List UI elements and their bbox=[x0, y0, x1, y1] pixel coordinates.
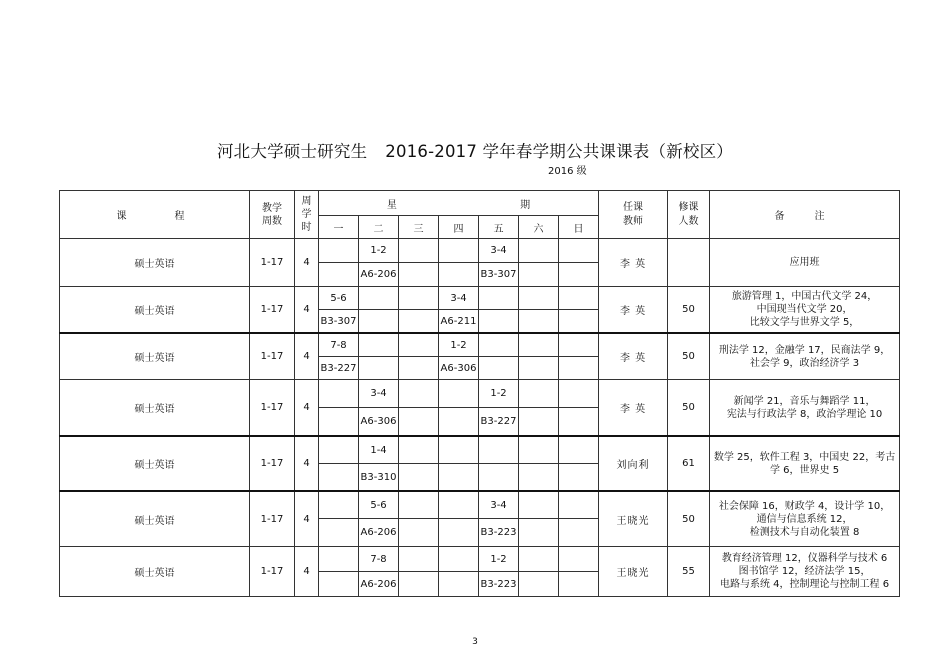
room-cell bbox=[439, 519, 479, 547]
room-cell bbox=[519, 310, 559, 334]
enrollment-count: 50 bbox=[668, 333, 710, 380]
day-wed: 三 bbox=[399, 216, 439, 239]
note-line: 数学 25，软件工程 3，中国史 22，考古 bbox=[713, 451, 896, 463]
room-cell bbox=[319, 572, 359, 597]
enrollment-count: 55 bbox=[668, 547, 710, 597]
period-cell: 3-4 bbox=[479, 491, 519, 519]
note-line: 刑法学 12，金融学 17，民商法学 9， bbox=[718, 344, 891, 356]
period-cell bbox=[359, 333, 399, 357]
room-cell bbox=[439, 408, 479, 437]
note-line: 比较文学与世界文学 5， bbox=[749, 317, 860, 328]
room-cell: B3-307 bbox=[319, 310, 359, 334]
note-line: 电路与系统 4，控制理论与控制工程 6 bbox=[720, 579, 890, 590]
teacher-name: 李 英 bbox=[599, 239, 668, 287]
room-cell: A6-206 bbox=[359, 572, 399, 597]
period-cell bbox=[519, 380, 559, 408]
header-note: 备注 bbox=[710, 191, 900, 239]
header-xingqi-right: 期 bbox=[520, 199, 531, 211]
room-cell bbox=[399, 357, 439, 380]
period-cell bbox=[319, 436, 359, 464]
schedule-row-top bbox=[60, 239, 900, 263]
grade-label: 2016 级 bbox=[548, 166, 587, 177]
period-cell bbox=[399, 547, 439, 572]
course-hours: 4 bbox=[295, 547, 319, 597]
period-cell bbox=[439, 239, 479, 263]
room-cell bbox=[319, 408, 359, 437]
period-cell bbox=[439, 547, 479, 572]
period-cell bbox=[519, 239, 559, 263]
room-cell bbox=[319, 464, 359, 492]
note-cell bbox=[710, 239, 900, 287]
teacher-name: 李 英 bbox=[599, 287, 668, 334]
note-cell bbox=[710, 380, 900, 437]
note-cell bbox=[710, 333, 900, 380]
room-cell bbox=[519, 357, 559, 380]
room-cell bbox=[319, 263, 359, 287]
period-cell: 3-4 bbox=[359, 380, 399, 408]
room-cell: A6-206 bbox=[359, 263, 399, 287]
note-line: 中国现当代文学 20， bbox=[756, 304, 853, 315]
course-weeks: 1-17 bbox=[250, 333, 295, 380]
period-cell bbox=[399, 491, 439, 519]
teacher-name: 刘向利 bbox=[599, 436, 668, 491]
period-cell: 3-4 bbox=[439, 287, 479, 310]
period-cell bbox=[559, 491, 599, 519]
period-cell bbox=[399, 287, 439, 310]
room-cell: A6-206 bbox=[359, 519, 399, 547]
title-right: 学年春学期公共课课表（新校区） bbox=[482, 142, 733, 161]
room-cell bbox=[439, 263, 479, 287]
period-cell bbox=[399, 380, 439, 408]
room-cell bbox=[519, 464, 559, 492]
room-cell bbox=[479, 464, 519, 492]
room-cell bbox=[359, 310, 399, 334]
header-xingqi-left: 星 bbox=[386, 199, 397, 211]
period-cell bbox=[319, 239, 359, 263]
period-cell bbox=[559, 239, 599, 263]
day-tue: 二 bbox=[359, 216, 399, 239]
room-cell bbox=[559, 263, 599, 287]
note-line: 旅游管理 1，中国古代文学 24， bbox=[731, 291, 878, 302]
room-cell bbox=[399, 263, 439, 287]
room-cell: B3-223 bbox=[479, 519, 519, 547]
note-line: 学 6，世界史 5 bbox=[770, 464, 840, 476]
note-line: 社会学 9，政治经济学 3 bbox=[750, 357, 860, 369]
course-name: 硕士英语 bbox=[60, 436, 250, 491]
room-cell bbox=[399, 572, 439, 597]
room-cell: A6-306 bbox=[359, 408, 399, 437]
course-name: 硕士英语 bbox=[60, 287, 250, 334]
schedule-row-top bbox=[60, 287, 900, 310]
course-hours: 4 bbox=[295, 380, 319, 437]
page-title bbox=[0, 138, 950, 162]
period-cell bbox=[319, 547, 359, 572]
enrollment-count: 50 bbox=[668, 287, 710, 334]
note-line: 应用班 bbox=[789, 257, 820, 268]
room-cell bbox=[319, 519, 359, 547]
room-cell bbox=[559, 519, 599, 547]
header-hours bbox=[295, 191, 319, 239]
course-hours: 4 bbox=[295, 333, 319, 380]
note-cell bbox=[710, 547, 900, 597]
room-cell bbox=[519, 572, 559, 597]
note-cell bbox=[710, 491, 900, 547]
header-teacher bbox=[599, 191, 668, 239]
course-weeks: 1-17 bbox=[250, 239, 295, 287]
period-cell: 1-2 bbox=[359, 239, 399, 263]
room-cell bbox=[399, 519, 439, 547]
teacher-name: 李 英 bbox=[599, 380, 668, 437]
course-hours: 4 bbox=[295, 491, 319, 547]
period-cell: 7-8 bbox=[319, 333, 359, 357]
period-cell bbox=[479, 333, 519, 357]
room-cell bbox=[559, 357, 599, 380]
room-cell: B3-310 bbox=[359, 464, 399, 492]
room-cell: A6-211 bbox=[439, 310, 479, 334]
title-year: 2016-2017 bbox=[385, 142, 478, 161]
note-line: 宪法与行政法学 8，政治学理论 10 bbox=[726, 408, 883, 420]
header-count bbox=[668, 191, 710, 239]
schedule-row-top bbox=[60, 491, 900, 519]
course-weeks: 1-17 bbox=[250, 547, 295, 597]
page-number: 3 bbox=[472, 637, 478, 647]
period-cell bbox=[439, 380, 479, 408]
enrollment-count: 61 bbox=[668, 436, 710, 491]
period-cell: 1-2 bbox=[439, 333, 479, 357]
period-cell bbox=[559, 333, 599, 357]
note-line: 检测技术与自动化装置 8 bbox=[749, 526, 860, 538]
period-cell bbox=[319, 380, 359, 408]
room-cell bbox=[439, 572, 479, 597]
period-cell bbox=[559, 547, 599, 572]
period-cell bbox=[399, 436, 439, 464]
day-fri: 五 bbox=[479, 216, 519, 239]
room-cell: B3-227 bbox=[319, 357, 359, 380]
course-name: 硕士英语 bbox=[60, 547, 250, 597]
room-cell: B3-307 bbox=[479, 263, 519, 287]
period-cell bbox=[399, 333, 439, 357]
period-cell bbox=[519, 491, 559, 519]
period-cell: 3-4 bbox=[479, 239, 519, 263]
room-cell bbox=[439, 464, 479, 492]
note-line: 通信与信息系统 12， bbox=[756, 513, 853, 525]
header-weeks bbox=[250, 191, 295, 239]
schedule-table bbox=[59, 190, 900, 597]
period-cell bbox=[319, 491, 359, 519]
period-cell bbox=[439, 491, 479, 519]
room-cell bbox=[519, 408, 559, 437]
room-cell bbox=[519, 519, 559, 547]
schedule-row-top bbox=[60, 380, 900, 408]
period-cell bbox=[519, 333, 559, 357]
period-cell: 7-8 bbox=[359, 547, 399, 572]
room-cell bbox=[559, 464, 599, 492]
note-cell bbox=[710, 287, 900, 334]
course-weeks: 1-17 bbox=[250, 287, 295, 334]
room-cell: B3-227 bbox=[479, 408, 519, 437]
course-name: 硕士英语 bbox=[60, 380, 250, 437]
period-cell bbox=[439, 436, 479, 464]
period-cell bbox=[359, 287, 399, 310]
header-weeks-text: 教学周数 bbox=[262, 202, 282, 227]
note-cell bbox=[710, 436, 900, 491]
period-cell: 1-2 bbox=[479, 547, 519, 572]
teacher-name: 李 英 bbox=[599, 333, 668, 380]
schedule-row-top bbox=[60, 547, 900, 572]
period-cell bbox=[559, 380, 599, 408]
course-hours: 4 bbox=[295, 287, 319, 334]
period-cell bbox=[519, 287, 559, 310]
room-cell bbox=[359, 357, 399, 380]
period-cell: 5-6 bbox=[319, 287, 359, 310]
period-cell bbox=[399, 239, 439, 263]
header-teacher-text: 任课教师 bbox=[623, 201, 644, 227]
day-sat: 六 bbox=[519, 216, 559, 239]
period-cell bbox=[479, 436, 519, 464]
period-cell bbox=[479, 287, 519, 310]
day-sun: 日 bbox=[559, 216, 599, 239]
course-hours: 4 bbox=[295, 436, 319, 491]
day-mon: 一 bbox=[319, 216, 359, 239]
room-cell bbox=[399, 310, 439, 334]
course-name: 硕士英语 bbox=[60, 333, 250, 380]
room-cell bbox=[559, 408, 599, 437]
room-cell: A6-306 bbox=[439, 357, 479, 380]
room-cell bbox=[559, 572, 599, 597]
period-cell bbox=[559, 287, 599, 310]
room-cell bbox=[519, 263, 559, 287]
course-weeks: 1-17 bbox=[250, 436, 295, 491]
period-cell: 1-4 bbox=[359, 436, 399, 464]
schedule-row-top bbox=[60, 333, 900, 357]
day-thu: 四 bbox=[439, 216, 479, 239]
period-cell bbox=[519, 547, 559, 572]
period-cell: 5-6 bbox=[359, 491, 399, 519]
course-weeks: 1-17 bbox=[250, 380, 295, 437]
note-line: 社会保障 16，财政学 4，设计学 10， bbox=[718, 500, 891, 512]
note-line: 教育经济管理 12，仪器科学与技术 6 bbox=[721, 553, 888, 564]
room-cell bbox=[559, 310, 599, 334]
teacher-name: 王晓光 bbox=[599, 547, 668, 597]
note-line: 图书馆学 12，经济法学 15， bbox=[738, 566, 871, 577]
period-cell bbox=[559, 436, 599, 464]
enrollment-count: 50 bbox=[668, 491, 710, 547]
room-cell: B3-223 bbox=[479, 572, 519, 597]
header-hours-text: 周学时 bbox=[301, 196, 312, 233]
note-line: 新闻学 21，音乐与舞蹈学 11， bbox=[733, 395, 876, 407]
room-cell bbox=[399, 464, 439, 492]
header-course: 课程 bbox=[60, 191, 250, 239]
room-cell bbox=[479, 310, 519, 334]
header-count-text: 修课人数 bbox=[678, 201, 699, 227]
course-name: 硕士英语 bbox=[60, 239, 250, 287]
enrollment-count bbox=[668, 239, 710, 287]
period-cell bbox=[519, 436, 559, 464]
enrollment-count: 50 bbox=[668, 380, 710, 437]
schedule-row-top bbox=[60, 436, 900, 464]
room-cell bbox=[399, 408, 439, 437]
header-row-top bbox=[60, 191, 900, 216]
period-cell: 1-2 bbox=[479, 380, 519, 408]
room-cell bbox=[479, 357, 519, 380]
title-left: 河北大学硕士研究生 bbox=[216, 142, 368, 161]
course-weeks: 1-17 bbox=[250, 491, 295, 547]
teacher-name: 王晓光 bbox=[599, 491, 668, 547]
course-name: 硕士英语 bbox=[60, 491, 250, 547]
course-hours: 4 bbox=[295, 239, 319, 287]
header-xingqi bbox=[319, 191, 599, 216]
